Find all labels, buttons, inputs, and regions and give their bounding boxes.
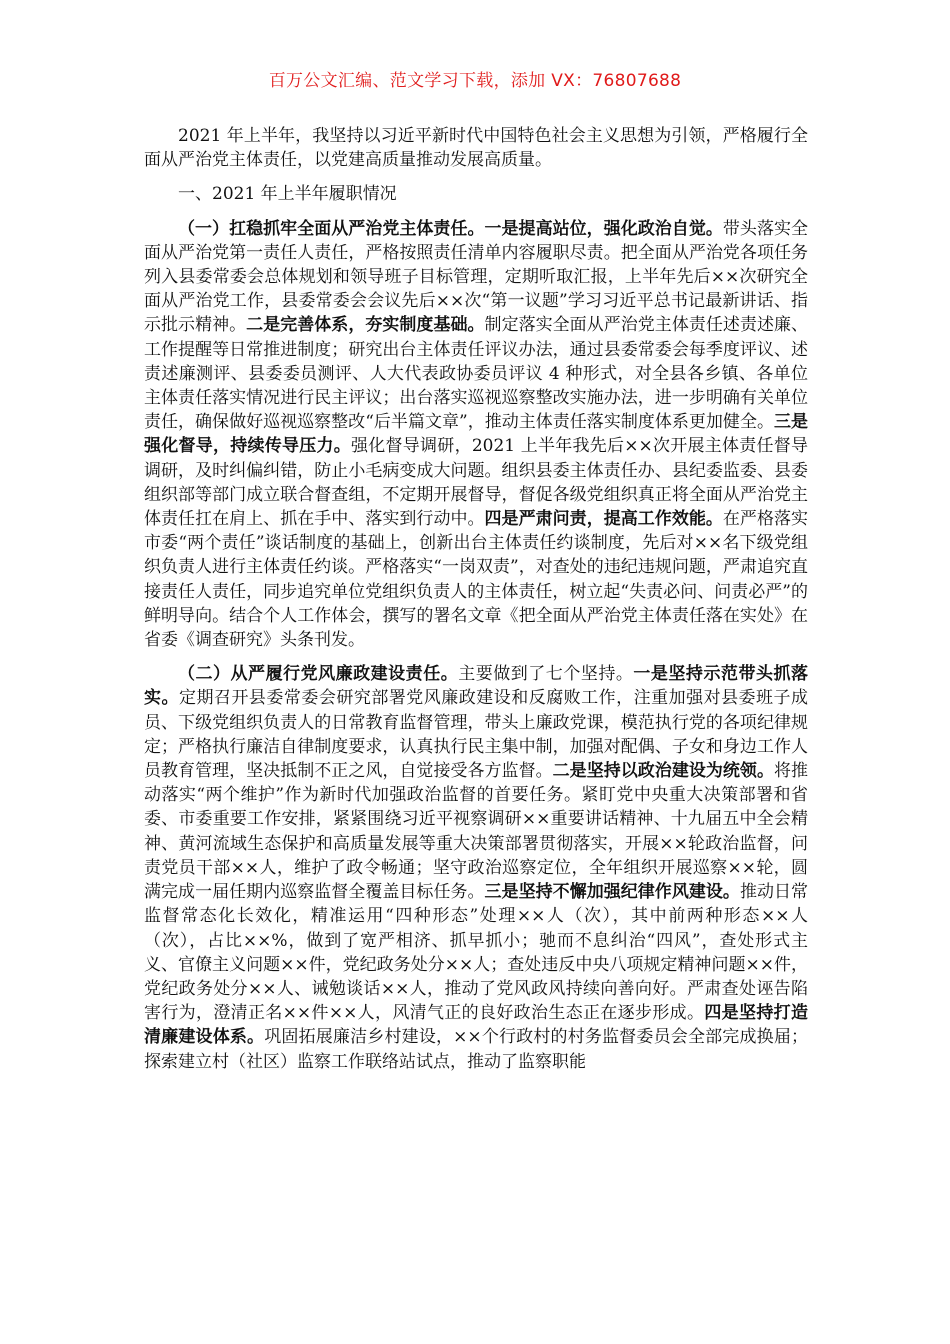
point-text: 推动日常监督常态化长效化，精准运用“四种形态”处理××人（次），其中前两种形态××人（次），占比××%，做到了宽严相济、抓早抓小；驰而不息纠治“四风”，查处形式主义、官僚主义问题××件，党纪政务处分××人；查处违反中央八项规定精神问题××件，党纪政务处分××人、诫勉谈话××人，推动了党风政风持续向善向好。严肃查处诬告陷害行为，澄清正名××件××人，风清气正的良好政治生态正在逐步形成。 — [144, 882, 809, 1024]
point-label: 三是强化督导，持续传导压力。 — [144, 412, 808, 457]
point-label: 四是坚持打造清廉建设体系。 — [144, 1003, 808, 1048]
point-text: 强化督导调研，2021 上半年我先后××次开展主体责任督导调研，及时纠偏纠错，防止小毛病变成大问题。组织县委主体责任办、县纪委监委、县委组织部等部门成立联合督查组，不定期开展督导，督促各级党组织真正将全面从严治党主体责任扛在肩上、抓在手中、落实到行动中。 — [144, 436, 809, 530]
point-label: 四是严肃问责，提高工作效能。 — [484, 509, 723, 530]
section-heading — [144, 182, 808, 206]
point-text: 将推动落实“两个维护”作为新时代加强政治监督的首要任务。紧盯党中央重大决策部署和省委、市委重要工作安排，紧紧围绕习近平视察调研××重要讲话精神、十九届五中全会精神、黄河流域生态保护和高质量发展等重大决策部署贯彻落实，开展××轮政治监督，问责党员干部××人，维护了政令畅通；坚守政治巡察定位，全年组织开展巡察××轮，圆满完成一届任期内巡察监督全覆盖目标任务。 — [144, 761, 809, 903]
intro-paragraph: 2021 年上半年，我坚持以习近平新时代中国特色社会主义思想为引领，严格履行全面从严治党主体责任，以党建高质量推动发展高质量。 — [144, 126, 808, 171]
point-text: 定期召开县委常委会研究部署党风廉政建设和反腐败工作，注重加强对县委班子成员、下级党组织负责人的日常教育监督管理，带头上廉政党课，模范执行党的各项纪律规定；严格执行廉洁自律制度要求，认真执行民主集中制，加强对配偶、子女和身边工作人员教育管理，坚决抵制不正之风，自觉接受各方监督。 — [144, 688, 809, 782]
paragraph-lead: （一）扛稳抓牢全面从严治党主体责任。 — [178, 218, 485, 239]
paragraph-intro: 主要做到了七个坚持。 — [458, 664, 634, 685]
point-text: 制定落实全面从严治党主体责任述责述廉、工作提醒等日常推进制度；研究出台主体责任评议办法，通过县委常委会每季度评议、述责述廉测评、县委委员测评、人大代表政协委员评议 4 种形式，对全县各乡镇、各单位主体责任落实情况进行民主评议；出台落实巡视巡察整改实施办法，进一步明确有关单位责任，确保做好巡视巡察整改“后半篇文章”，推动主体责任落实制度体系更加健全。 — [144, 315, 809, 433]
paragraph-main-responsibility — [144, 217, 808, 653]
point-text: 带头落实全面从严治党第一责任人责任，严格按照责任清单内容履职尽责。把全面从严治党各项任务列入县委常委会总体规划和领导班子目标管理，定期听取汇报，上半年先后××次研究全面从严治党工作，县委常委会会议先后××次“第一议题”学习习近平总书记最新讲话、指示批示精神。 — [144, 218, 809, 336]
section-title: 一、2021 年上半年履职情况 — [178, 184, 397, 205]
paragraph-lead: （二）从严履行党风廉政建设责任。 — [178, 664, 459, 685]
paragraph-clean-governance — [144, 662, 808, 1073]
point-text: 巩固拓展廉洁乡村建设，××个行政村的村务监督委员会全部完成换届；探索建立村（社区）监察工作联络站试点，推动了监察职能 — [144, 1027, 808, 1072]
point-text: 在严格落实市委“两个责任”谈话制度的基础上，创新出台主体责任约谈制度，先后对××名下级党组织负责人进行主体责任约谈。严格落实“一岗双责”，对查处的违纪违规问题，严肃追究直接责任人责任，同步追究单位党组织负责人的主体责任，树立起“失责必问、问责必严”的鲜明导向。结合个人工作体会，撰写的署名文章《把全面从严治党主体责任落在实处》在省委《调查研究》头条刊发。 — [144, 509, 809, 651]
point-label: 二是坚持以政治建设为统领。 — [552, 761, 774, 782]
document-body — [144, 124, 808, 1084]
header-banner: 百万公文汇编、范文学习下载，添加 VX：76807688 — [268, 71, 682, 91]
point-label: 二是完善体系，夯实制度基础。 — [246, 315, 485, 336]
point-label: 一是坚持示范带头抓落实。 — [144, 664, 809, 709]
point-label: 一是提高站位，强化政治自觉。 — [484, 218, 723, 239]
point-label: 三是坚持不懈加强纪律作风建设。 — [484, 882, 740, 903]
